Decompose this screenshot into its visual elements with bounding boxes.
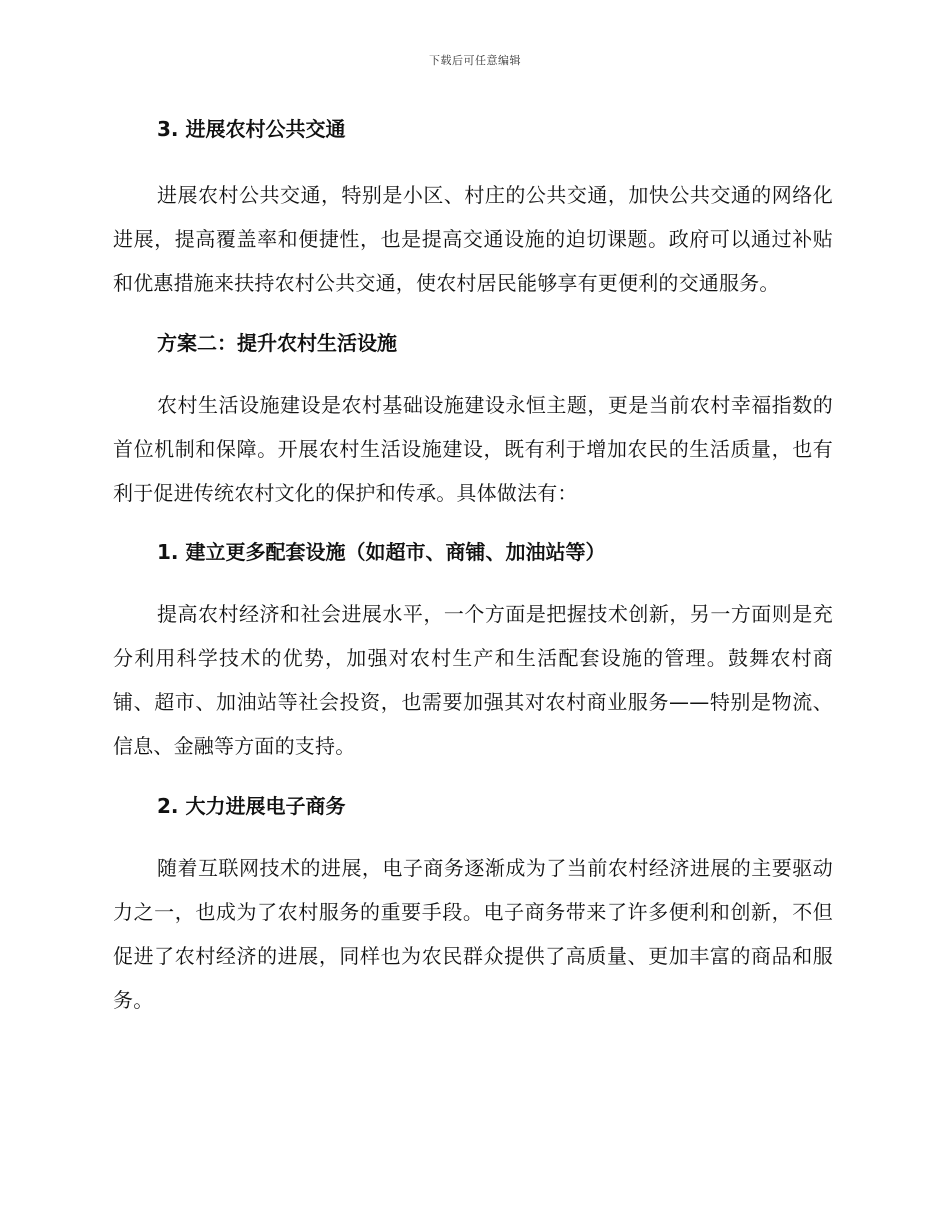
paragraph-rural-transport: 进展农村公共交通，特别是小区、村庄的公共交通，加快公共交通的网络化进展，提高覆盖率和便捷性，也是提高交通设施的迫切课题。政府可以通过补贴和优惠措施来扶持农村公共交通，使农村居民能够享有更便利的交通服务。 <box>113 183 833 295</box>
page-header-note: 下载后可任意编辑 <box>429 54 521 67</box>
section-heading-supporting-facilities: 1. 建立更多配套设施（如超市、商铺、加油站等） <box>157 540 606 564</box>
section-heading-rural-transport: 3. 进展农村公共交通 <box>157 117 346 141</box>
paragraph-supporting-facilities: 提高农村经济和社会进展水平，一个方面是把握技术创新，另一方面则是充分利用科学技术的优势，加强对农村生产和生活配套设施的管理。鼓舞农村商铺、超市、加油站等社会投资，也需要加强其对农村商业服务——特别是物流、信息、金融等方面的支持。 <box>113 602 833 758</box>
section-heading-ecommerce: 2. 大力进展电子商务 <box>157 794 346 818</box>
paragraph-ecommerce: 随着互联网技术的进展，电子商务逐渐成为了当前农村经济进展的主要驱动力之一，也成为了农村服务的重要手段。电子商务带来了许多便利和创新，不但促进了农村经济的进展，同样也为农民群众提供了高质量、更加丰富的商品和服务。 <box>113 856 833 1012</box>
document-body <box>113 112 833 1022</box>
paragraph-plan-two: 农村生活设施建设是农村基础设施建设永恒主题，更是当前农村幸福指数的首位机制和保障。开展农村生活设施建设，既有利于增加农民的生活质量，也有利于促进传统农村文化的保护和传承。具体做法有： <box>113 393 833 505</box>
section-heading-plan-two: 方案二：提升农村生活设施 <box>157 331 397 355</box>
